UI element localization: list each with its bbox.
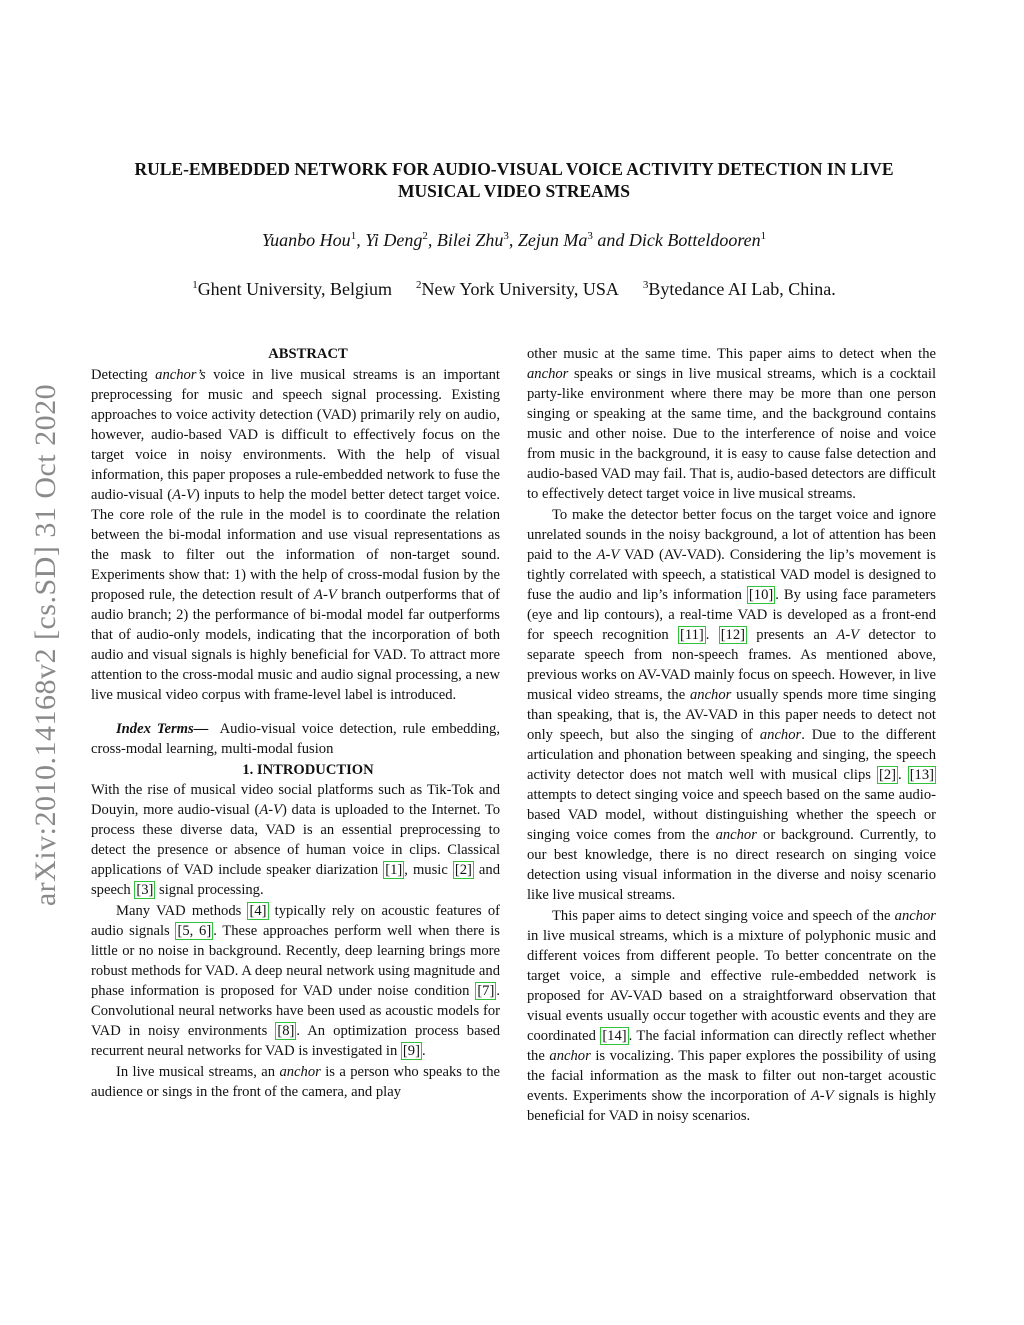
abstract-text: Detecting anchor’s voice in live musical streams is an important preprocessing for music and speech signal processing. Existing approaches to voice activity detection (VAD) primarily rely on audio, however, audio-based VAD is difficult to effectively focus on the target voice in noisy environments. With the help of visual information, this paper proposes a rule-embedded network to fuse the audio-visual (A-V) inputs to help the model better detect target voice. The core role of the rule in the model is to coordinate the relation between the bi-modal information and use visual representations as the mask to filter out the information of non-target sound. Experiments show that: 1) with the help of cross-modal fusion by the proposed rule, the detection result of A-V branch outperforms that of audio branch; 2) the performance of bi-modal model far outperforms that of audio-only models, indicating that the incorporation of both audio and visual signals is highly beneficial for VAD. To attract more attention to the cross-modal music and audio signal processing, a new live musical video corpus with frame-level label is introduced.	[91, 367, 501, 703]
citation-link[interactable]: [3]	[136, 882, 154, 898]
affiliation-text: New York University, USA	[421, 279, 619, 299]
citation-link[interactable]: [5, 6]	[177, 923, 212, 939]
emphasis: anchor	[527, 366, 569, 382]
citation-link[interactable]: [11]	[679, 627, 704, 643]
citation-link[interactable]: [7]	[477, 983, 495, 999]
emphasis: A-V	[259, 802, 283, 818]
emphasis: A-V	[596, 547, 620, 563]
citation-link[interactable]: [4]	[249, 903, 267, 919]
author-affiliation-mark: 1	[350, 230, 357, 242]
introduction-body-left	[91, 780, 500, 1102]
author-affiliation-mark: 3	[587, 230, 593, 242]
author-name: Dick Botteldooren	[628, 230, 761, 250]
emphasis: A-V	[810, 1088, 834, 1104]
emphasis: anchor	[894, 908, 936, 924]
emphasis: anchor	[279, 1064, 321, 1080]
emphasis: anchor’s	[155, 367, 206, 383]
body-paragraph: other music at the same time. This paper aims to detect when the anchor speaks or sings in live musical streams, which is a cocktail party-like environment where there may be more than one person singing or speaking at the same time, and the background contains music and other noise. Due to the interference of noise and voice from music in the background, it is easy to cause false detection and audio-based VAD may fail. That is, audio-based detectors are difficult to effectively detect target voice in live musical streams.	[527, 346, 936, 502]
author-name: Zejun Ma	[517, 230, 588, 250]
emphasis: anchor	[759, 727, 802, 743]
author-affiliation-mark: 1	[760, 230, 767, 242]
author-affiliation-mark: 3	[503, 230, 509, 242]
affiliation-list	[92, 279, 936, 300]
affiliation	[192, 279, 392, 299]
author-affiliation-mark: 2	[422, 230, 428, 242]
right-column	[527, 344, 936, 1126]
citation-link[interactable]: [9]	[402, 1043, 420, 1059]
index-terms-text: Audio-visual voice detection, rule embedding, cross-modal learning, multi-modal fusion	[91, 721, 501, 757]
citation-link[interactable]: [8]	[277, 1023, 295, 1039]
emphasis: anchor	[715, 827, 757, 843]
body-paragraph: This paper aims to detect singing voice and speech of the anchor in live musical streams, which is a mixture of polyphonic music and different voices from different people. To better concentrate on the target voice, a simple and effective rule-embedded network is proposed for AV-VAD based on a straightforward observation that visual events usually occur together with acoustic events and they are coordinated [14] . The facial information can directly reflect whether the anchor is vocalizing. This paper explores the possibility of using the facial information as the mask to filter out non-target acoustic events. Experiments show the incorporation of A-V signals is highly beneficial for VAD in noisy scenarios.	[527, 908, 937, 1124]
citation-link[interactable]: [2]	[878, 767, 897, 783]
body-paragraph: To make the detector better focus on the target voice and ignore unrelated sounds in the noisy background, a lot of attention has been paid to the A-V VAD (AV-VAD). Considering the lip’s movement is tightly correlated with speech, a statistical VAD model is designed to fuse the audio and lip’s information [10] . By using face parameters (eye and lip contours), a real-time VAD is developed as a front-end for speech recognition [11] . [12] presents an A-V detector to separate speech from non-speech frames. As mentioned above, previous works on AV-VAD mainly focus on speech. However, in live musical video streams, the anchor usually spends more time singing than speaking, that is, the AV-VAD in this paper needs to detect not only speech, but also the singing of anchor. Due to the different articulation and phonation between speaking and singing, the speech activity detector does not match well with musical clips [2] . [13] attempts to detect singing voice and speech based on the same audio-based VAD model, without distinguishing whether the speech or singing voice comes from the anchor or background. Currently, to our best knowledge, there is no direct research on singing voice detection using visual information in the diverse and noisy scenario like live musical streams.	[527, 507, 937, 903]
author-name: Yi Deng	[365, 230, 423, 250]
affiliation-text: Ghent University, Belgium	[197, 279, 392, 299]
arxiv-id-text: arXiv:2010.14168v2 [cs.SD] 31 Oct 2020	[29, 383, 62, 907]
author-list: Yuanbo Hou$^1$, Yi Deng$^2$, Bilei Zhu$^3$, Zejun Ma$^3$ and Dick Botteldooren$^1$	[261, 230, 767, 250]
author-name: Bilei Zhu	[436, 230, 504, 250]
emphasis: A-V	[836, 627, 860, 643]
body-paragraph: In live musical streams, an anchor is a person who speaks to the audience or sings in the front of the camera, and play	[91, 1064, 500, 1100]
citation-link[interactable]: [13]	[909, 767, 935, 783]
author-name: Yuanbo Hou	[261, 230, 351, 250]
body-paragraph: Many VAD methods [4] typically rely on acoustic features of audio signals [5, 6] . These approaches perform well when there is little or no noise in background. Recently, deep learning brings more robust methods for VAD. A deep neural network using magnitude and phase information is proposed for VAD under noise condition [7] . Convolutional neural networks have been used as acoustic models for VAD in noisy environments [8] . An optimization process based recurrent neural networks for VAD is investigated in [9] .	[91, 903, 500, 1059]
citation-link[interactable]: [14]	[602, 1028, 627, 1044]
emphasis: A-V	[172, 487, 195, 503]
citation-link[interactable]: [2]	[454, 862, 472, 878]
introduction-body-right	[527, 344, 936, 1126]
index-terms-label: Index Terms—	[116, 721, 209, 737]
affiliation-text: Bytedance AI Lab, China.	[648, 279, 836, 299]
left-column	[91, 344, 500, 1102]
citation-link[interactable]: [12]	[720, 627, 746, 643]
emphasis: anchor	[689, 687, 732, 703]
affiliation-number: 3	[642, 279, 649, 291]
affiliation-number: 1	[192, 279, 198, 291]
abstract-heading: ABSTRACT	[268, 346, 348, 362]
body-paragraph: With the rise of musical video social platforms such as Tik-Tok and Douyin, more audio-visual (A-V) data is uploaded to the Internet. To process these diverse data, VAD is an essential preprocessing to detect the presence or absence of human voice in clips. Classical applications of VAD include speaker diarization [1] , music [2] and speech [3] signal processing.	[91, 782, 500, 898]
affiliation	[416, 279, 619, 299]
citation-link[interactable]: [1]	[385, 862, 403, 878]
emphasis: A-V	[314, 587, 337, 603]
emphasis: anchor	[549, 1048, 591, 1064]
affiliation-number: 2	[416, 279, 422, 291]
introduction-heading: 1. INTRODUCTION	[242, 762, 374, 778]
affiliation	[643, 279, 836, 299]
arxiv-identifier	[24, 350, 68, 940]
paper-title: RULE-EMBEDDED NETWORK FOR AUDIO-VISUAL VOICE ACTIVITY DETECTION IN LIVE MUSICAL VIDEO STREAMS	[134, 159, 894, 201]
index-terms	[91, 719, 500, 759]
citation-link[interactable]: [10]	[748, 587, 774, 603]
